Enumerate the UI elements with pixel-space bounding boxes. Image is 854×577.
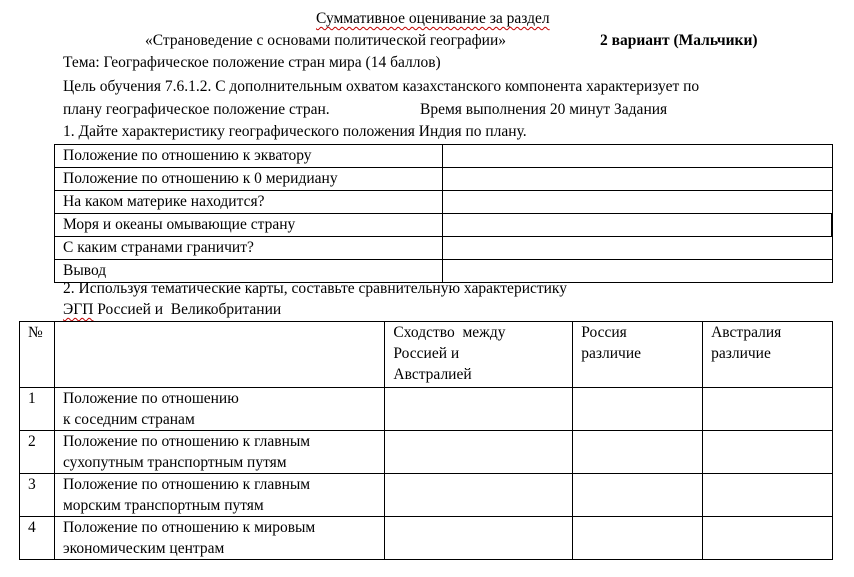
task-2-countries: Россией и Великобритании xyxy=(93,301,282,318)
goal-line-2 xyxy=(63,99,668,121)
answer-cell[interactable] xyxy=(703,517,833,560)
topic-line: Тема: Географическое положение стран мира (14 баллов) xyxy=(63,54,441,71)
answer-cell[interactable] xyxy=(385,431,573,474)
goal-line-1: Цель обучения 7.6.1.2. С дополнительным охватом казахстанского компонента характеризует по xyxy=(63,78,700,95)
plan-row xyxy=(55,191,833,214)
title-text: Суммативное оценивание за раздел xyxy=(316,10,550,27)
title-line-1 xyxy=(316,8,550,30)
criterion-line: морским транспортным путям xyxy=(62,497,264,514)
australia-header-line: различие xyxy=(711,345,771,362)
answer-cell[interactable] xyxy=(703,388,833,431)
row-criterion xyxy=(54,474,384,517)
plan-criterion: Моря и океаны омывающие страну xyxy=(55,214,443,237)
answer-cell[interactable] xyxy=(443,145,832,168)
criterion-header xyxy=(54,322,384,388)
row-number: 3 xyxy=(20,474,55,517)
header-row xyxy=(20,322,833,388)
answer-cell[interactable] xyxy=(443,237,832,260)
criterion-line: Положение по отношению к главным xyxy=(62,476,311,493)
task-2-line-2 xyxy=(63,299,281,321)
plan-row xyxy=(55,214,833,237)
row-number: 4 xyxy=(20,517,55,560)
similarity-header-line: Австралией xyxy=(393,366,472,383)
table-row xyxy=(20,474,833,517)
answer-cell[interactable] xyxy=(573,431,703,474)
table-row xyxy=(20,431,833,474)
russia-header-line: различие xyxy=(581,345,642,362)
plan-criterion: Положение по отношению к 0 меридиану xyxy=(55,168,443,191)
goal-text: плану географическое положение стран. xyxy=(63,101,330,118)
row-criterion xyxy=(54,431,384,474)
answer-cell[interactable] xyxy=(703,474,833,517)
title-line-2 xyxy=(145,30,758,52)
criterion-line: Положение по отношению к главным xyxy=(62,433,311,450)
row-criterion xyxy=(54,388,384,431)
time-label: Время выполнения 20 минут Задания xyxy=(420,101,668,118)
table-row xyxy=(20,388,833,431)
answer-cell[interactable] xyxy=(385,517,573,560)
criterion-line: Положение по отношению к мировым xyxy=(62,519,316,536)
variant-label: 2 вариант (Мальчики) xyxy=(600,32,758,49)
criterion-line: Положение по отношению xyxy=(62,390,239,407)
plan-table xyxy=(54,144,833,283)
answer-cell[interactable] xyxy=(443,191,832,214)
answer-cell[interactable] xyxy=(443,168,832,191)
australia-header xyxy=(703,322,833,388)
australia-header-line: Австралия xyxy=(711,324,782,341)
answer-cell[interactable] xyxy=(703,431,833,474)
russia-header xyxy=(573,322,703,388)
similarity-header-line: Сходство между xyxy=(393,324,506,341)
plan-row xyxy=(55,168,833,191)
plan-criterion: Положение по отношению к экватору xyxy=(55,145,443,168)
plan-criterion: На каком материке находится? xyxy=(55,191,443,214)
plan-criterion: Вывод xyxy=(55,260,443,283)
plan-row xyxy=(55,237,833,260)
similarity-header-line: Россией и xyxy=(393,345,460,362)
answer-cell[interactable] xyxy=(385,388,573,431)
answer-cell[interactable] xyxy=(443,214,832,237)
similarity-header xyxy=(385,322,573,388)
task-2-line-1: 2. Используя тематические карты, составьте сравнительную характеристику xyxy=(63,280,567,297)
table-row xyxy=(20,517,833,560)
row-number: 1 xyxy=(20,388,55,431)
row-criterion xyxy=(54,517,384,560)
egp-abbr: ЭГП xyxy=(63,301,94,318)
task-1: 1. Дайте характеристику географического положения Индия по плану. xyxy=(63,123,527,140)
answer-cell[interactable] xyxy=(573,388,703,431)
row-number: 2 xyxy=(20,431,55,474)
number-header: № xyxy=(20,322,55,388)
plan-row xyxy=(55,145,833,168)
criterion-line: к соседним странам xyxy=(62,411,195,428)
section-name: «Страноведение с основами политической географии» xyxy=(145,32,507,49)
answer-cell[interactable] xyxy=(573,517,703,560)
plan-criterion: С каким странами граничит? xyxy=(55,237,443,260)
comparison-table xyxy=(19,321,833,560)
answer-cell[interactable] xyxy=(573,474,703,517)
criterion-line: экономическим центрам xyxy=(62,540,225,557)
criterion-line: сухопутным транспортным путям xyxy=(62,454,287,471)
russia-header-line: Россия xyxy=(581,324,627,341)
answer-cell[interactable] xyxy=(385,474,573,517)
